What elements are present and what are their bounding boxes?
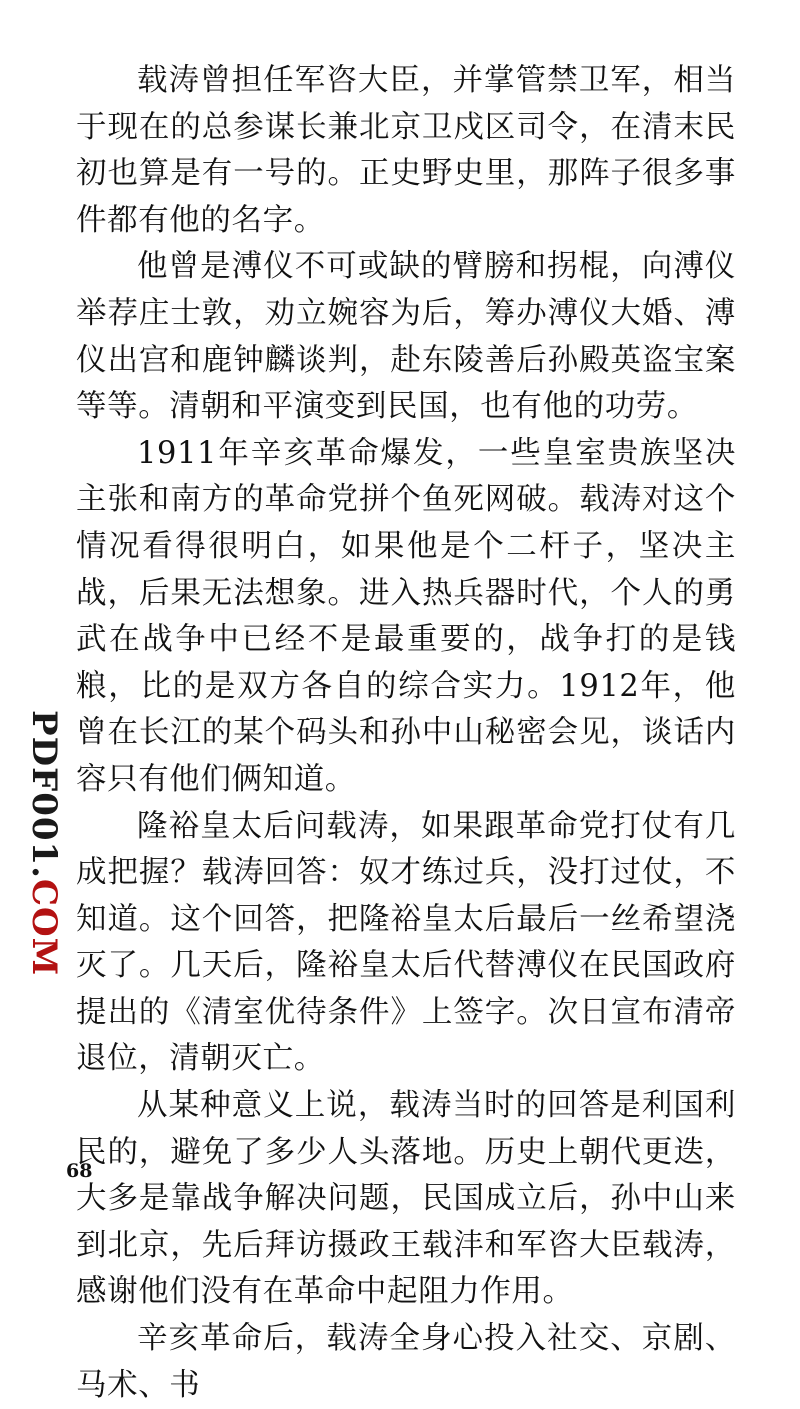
paragraph-6: 辛亥革命后，载涛全身心投入社交、京剧、马术、书 xyxy=(76,1321,736,1403)
paragraph-4: 隆裕皇太后问载涛，如果跟革命党打仗有几成把握？载涛回答：奴才练过兵，没打过仗，不知道。这个回答，把隆裕皇太后最后一丝希望浇灭了。几天后，隆裕皇太后代替溥仪在民国政府提出的《清室优待条件》上签字。次日宣布清帝退位，清朝灭亡。 xyxy=(76,808,736,1077)
watermark-part1: PDF001. xyxy=(24,710,64,879)
paragraph-1: 载涛曾担任军咨大臣，并掌管禁卫军，相当于现在的总参谋长兼北京卫戍区司令，在清末民初也算是有一号的。正史野史里，那阵子很多事件都有他的名字。 xyxy=(76,63,736,238)
body-text xyxy=(76,58,736,1409)
watermark-part2: COM xyxy=(24,879,64,977)
watermark xyxy=(4,710,64,977)
paragraph-5: 从某种意义上说，载涛当时的回答是利国利民的，避免了多少人头落地。历史上朝代更迭，大多是靠战争解决问题，民国成立后，孙中山来到北京，先后拜访摄政王载沣和军咨大臣载涛，感谢他们没有在革命中起阻力作用。 xyxy=(76,1088,736,1310)
paragraph-3: 1911年辛亥革命爆发，一些皇室贵族坚决主张和南方的革命党拼个鱼死网破。载涛对这个情况看得很明白，如果他是个二杆子，坚决主战，后果无法想象。进入热兵器时代，个人的勇武在战争中已经不是最重要的，战争打的是钱粮，比的是双方各自的综合实力。1912年，他曾在长江的某个码头和孙中山秘密会见，谈话内容只有他们俩知道。 xyxy=(76,435,736,797)
page-number: 68 xyxy=(66,1160,93,1182)
watermark-text xyxy=(24,710,64,977)
paragraph-2: 他曾是溥仪不可或缺的臂膀和拐棍，向溥仪举荐庄士敦，劝立婉容为后，筹办溥仪大婚、溥仪出宫和鹿钟麟谈判，赴东陵善后孙殿英盗宝案等等。清朝和平演变到民国，也有他的功劳。 xyxy=(76,249,736,425)
